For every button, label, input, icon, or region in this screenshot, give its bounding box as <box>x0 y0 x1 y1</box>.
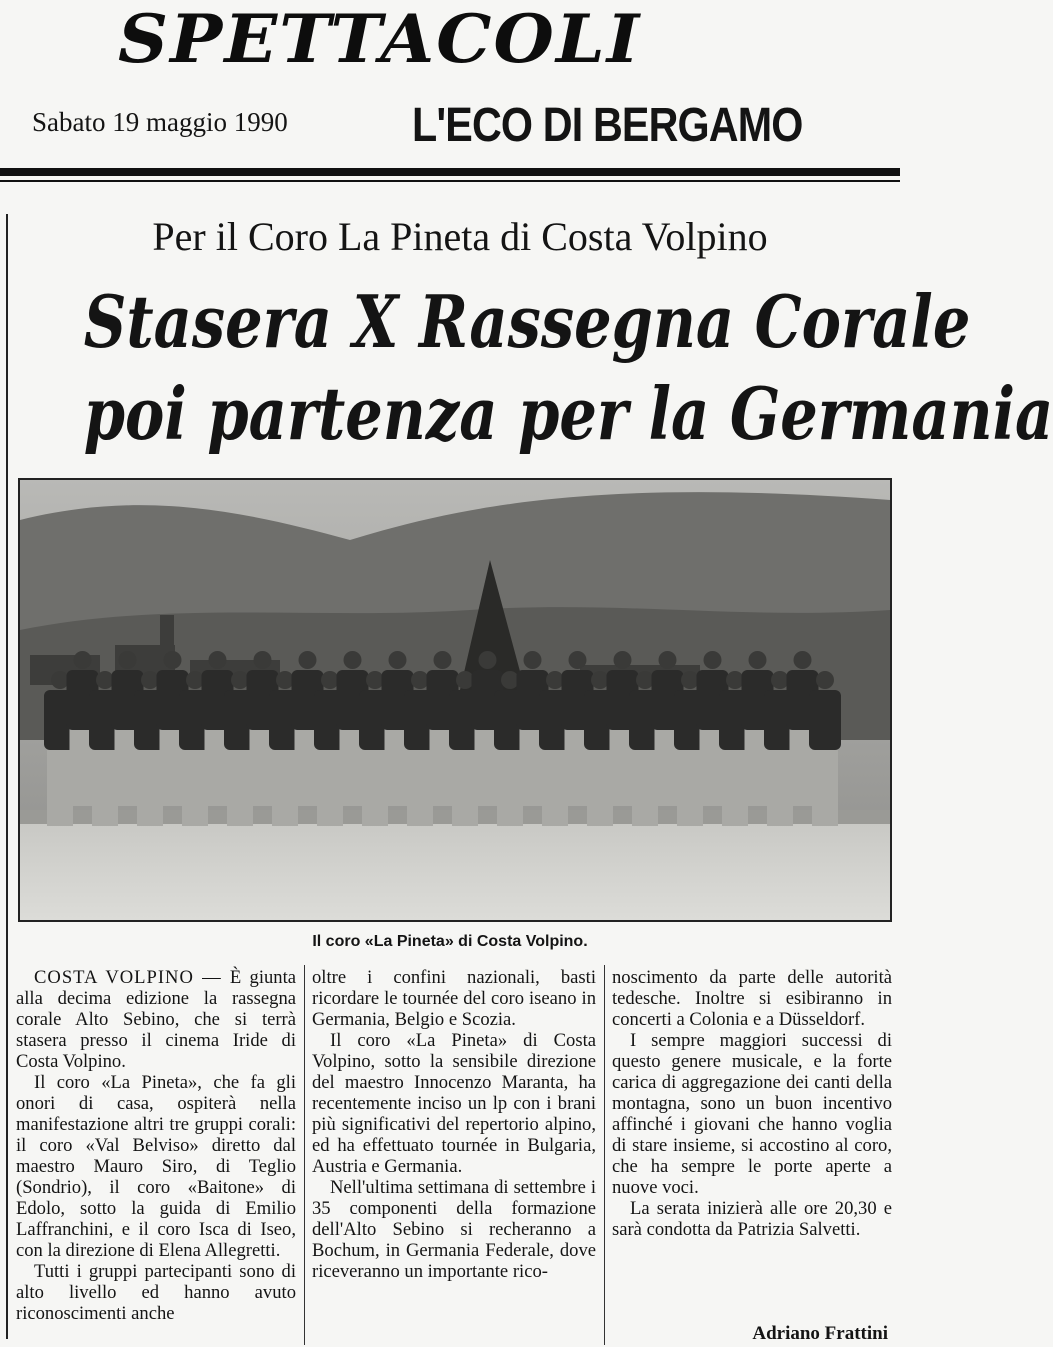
headline-line-2: poi partenza per la Germania <box>83 371 1053 456</box>
article-paragraph: noscimento da parte delle autorità tedesche. Inoltre si esibiranno in concerti a Colonia e a Düsseldorf. <box>612 967 892 1030</box>
choir-group-photo <box>18 478 892 922</box>
newspaper-name: L'ECO DI BERGAMO <box>412 99 803 152</box>
article-column-1 <box>16 967 296 1342</box>
column-divider <box>604 965 605 1345</box>
choir-member-figure <box>809 671 841 826</box>
masthead-rule-thin <box>0 180 900 182</box>
article-paragraph: COSTA VOLPINO — È giunta alla decima edizione la rassegna corale Alto Sebino, che si terrà stasera presso il cinema Iride di Costa Volpino. <box>16 967 296 1072</box>
photo-caption: Il coro «La Pineta» di Costa Volpino. <box>312 933 588 950</box>
article-paragraph: Nell'ultima settimana di settembre i 35 componenti della formazione dell'Alto Sebino si recheranno a Bochum, in Germania Federale, dove riceveranno un importante rico- <box>312 1177 596 1282</box>
headline-line-1: Stasera X Rassegna Corale <box>83 279 971 364</box>
article-paragraph: Il coro «La Pineta», che fa gli onori di casa, ospiterà nella manifestazione altri tre gruppi corali: il coro «Val Belviso» diretto dal maestro Mauro Siro, di Teglio (Sondrio), il coro «Baitone» di Edolo, sotto la guida di Emilio Laffranchini, e il coro Isca di Iseo, con la direzione di Elena Allegretti. <box>16 1072 296 1261</box>
section-title: SPETTACOLI <box>118 0 642 78</box>
article-paragraph: Tutti i gruppi partecipanti sono di alto livello ed hanno avuto riconoscimenti anche <box>16 1261 296 1324</box>
article-paragraph: Il coro «La Pineta» di Costa Volpino, sotto la sensibile direzione del maestro Innocenzo Maranta, ha recentemente inciso un lp con i brani più significativi del repertorio alpino, ed ha effettuato tournée in Bulgaria, Austria e Germania. <box>312 1030 596 1177</box>
article-kicker: Per il Coro La Pineta di Costa Volpino <box>152 214 768 259</box>
column-divider <box>304 965 305 1345</box>
masthead-rule-thick <box>0 168 900 176</box>
article-paragraph: oltre i confini nazionali, basti ricordare le tournée del coro iseano in Germania, Belgio e Scozia. <box>312 967 596 1030</box>
article-paragraph: I sempre maggiori successi di questo genere musicale, e la forte carica di aggregazione dei canti della montagna, sono un buon incentivo affinché i giovani che hanno voglia di stare insieme, si accostino al coro, che ha sempre le porte aperte a nuove voci. <box>612 1030 892 1198</box>
article-left-border <box>6 214 8 1339</box>
dateline: COSTA VOLPINO — È <box>34 967 243 988</box>
article-byline: Adriano Frattini <box>752 1323 888 1344</box>
article-column-3 <box>612 967 892 1342</box>
article-column-2 <box>312 967 596 1342</box>
publication-date: Sabato 19 maggio 1990 <box>32 107 288 137</box>
article-paragraph: La serata inizierà alle ore 20,30 e sarà condotta da Patrizia Salvetti. <box>612 1198 892 1240</box>
